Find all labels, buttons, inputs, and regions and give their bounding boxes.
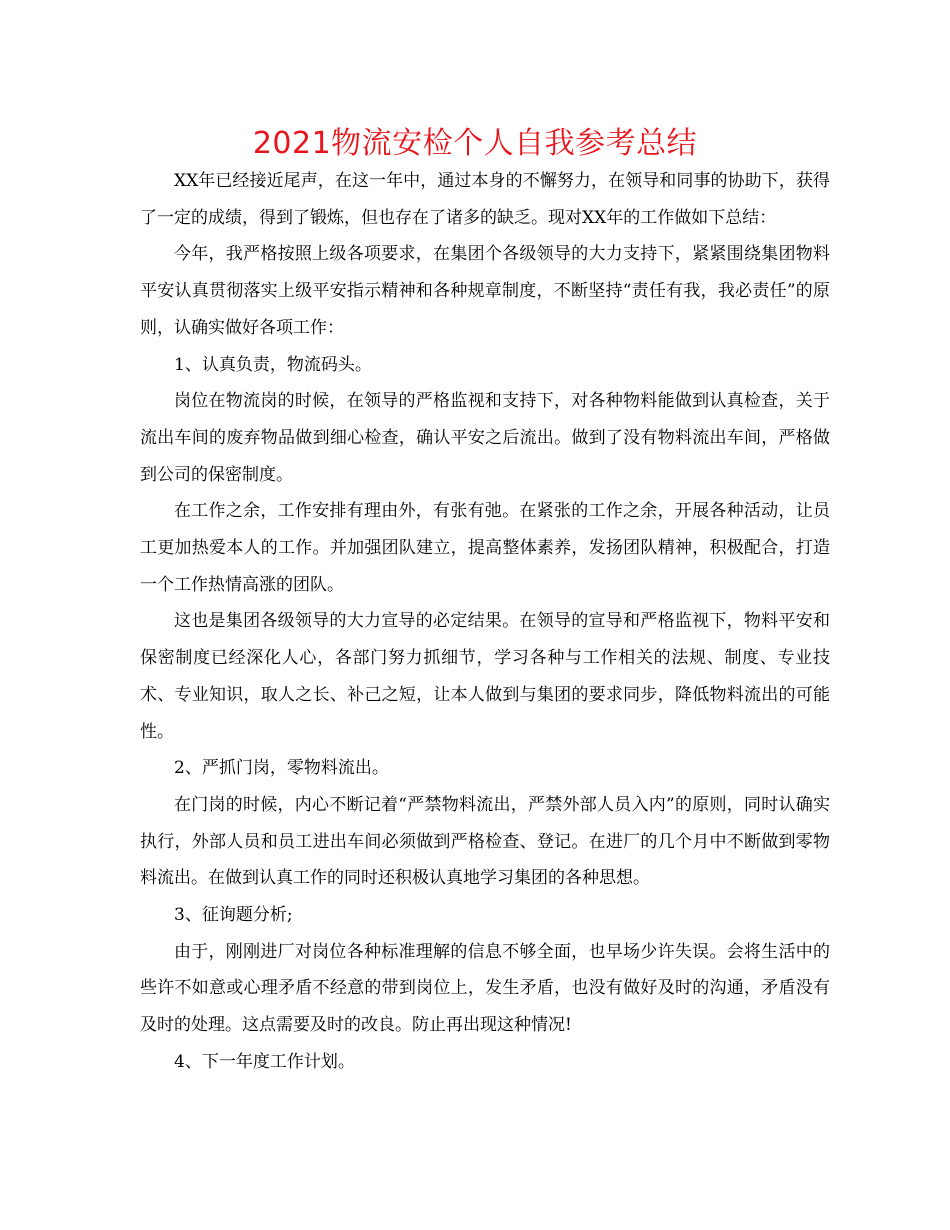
section-heading-4: 4、下一年度工作计划。 — [174, 1051, 355, 1072]
paragraph-logistics-post: 岗位在物流岗的时候，在领导的严格监视和支持下，对各种物料能做到认真检查，关于流出车间的废弃物品做到细心检查，确认平安之后流出。做到了没有物料流出车间，严格做到公司的保密制度。 — [140, 391, 830, 485]
paragraph-intro: XX年已经接近尾声，在这一年中，通过本身的不懈努力，在领导和同事的协助下，获得了一定的成绩，得到了锻炼，但也存在了诸多的缺乏。现对XX年的工作做如下总结： — [140, 171, 830, 228]
paragraph-gate-post: 在门岗的时候，内心不断记着“严禁物料流出，严禁外部人员入内”的原则，同时认确实执行，外部人员和员工进出车间必须做到严格检查、登记。在进厂的几个月中不断做到零物料流出。在做到认真工作的同时还积极认真地学习集团的各种思想。 — [140, 794, 830, 889]
paragraph-after-work: 在工作之余，工作安排有理由外，有张有弛。在紧张的工作之余，开展各种活动，让员工更加热爱本人的工作。并加强团队建立，提高整体素养，发扬团队精神，积极配合，打造一个工作热情高涨的团队。 — [140, 501, 830, 595]
section-heading-2: 2、严抓门岗，零物料流出。 — [174, 758, 389, 779]
paragraph-overview: 今年，我严格按照上级各项要求，在集团个各级领导的大力支持下，紧紧围绕集团物料平安认真贯彻落实上级平安指示精神和各种规章制度，不断坚持“责任有我，我必责任”的原则，认确实做好各项工作： — [140, 244, 830, 338]
paragraph-leadership-result: 这也是集团各级领导的大力宣导的必定结果。在领导的宣导和严格监视下，物料平安和保密制度已经深化人心，各部门努力抓细节，学习各种与工作相关的法规、制度、专业技术、专业知识，取人之长、补己之短，让本人做到与集团的要求同步，降低物料流出的可能性。 — [140, 611, 830, 742]
document-body — [140, 163, 830, 1081]
section-heading-3: 3、征询题分析; — [174, 905, 293, 926]
section-heading-1: 1、认真负责，物流码头。 — [174, 354, 372, 375]
document-title: 2021物流安检个人自我参考总结 — [252, 126, 698, 161]
paragraph-problem-analysis: 由于，刚刚进厂对岗位各种标准理解的信息不够全面，也早场少许失误。会将生活中的些许不如意或心理矛盾不经意的带到岗位上，发生矛盾，也没有做好及时的沟通，矛盾没有及时的处理。这点需要及时的改良。防止再出现这种情况! — [140, 941, 830, 1036]
